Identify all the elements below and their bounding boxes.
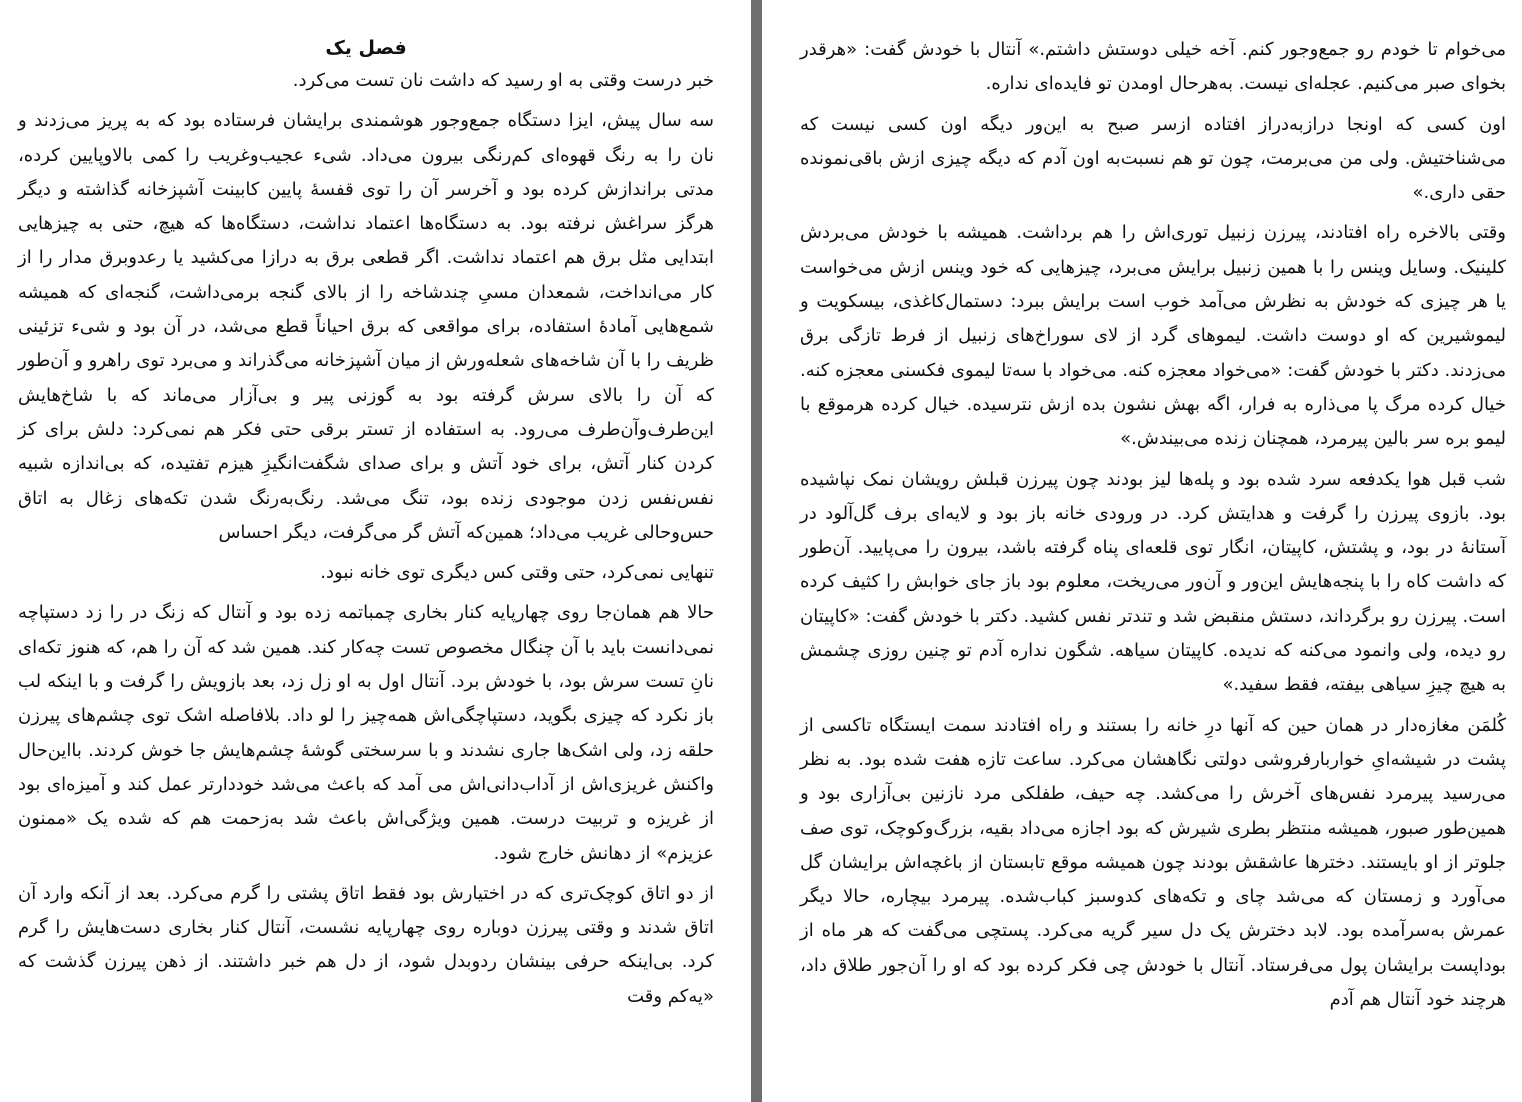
paragraph: اون کسی که اونجا درازبه‌دراز افتاده ازسر صبح به این‌ور دیگه اون کسی نیست که می‌شناختیش. ولی من می‌برمت، چون تو هم نسبت‌به اون آدم که دیگه چیزی ازش باقی‌نمونده حقی داری.» <box>800 113 1506 204</box>
right-page-text <box>800 33 1506 1023</box>
paragraph: می‌خوام تا خودم رو جمع‌وجور کنم. آخه خیلی دوستش داشتم.» آنتال با خودش گفت: «هرقدر بخوای صبر می‌کنیم. عجله‌ای نیست. به‌هرحال اومدن تو فایده‌ای نداره. <box>800 39 1506 95</box>
right-page <box>764 0 1522 1102</box>
chapter-title: فصل یک <box>325 37 407 59</box>
paragraph: تنهایی نمی‌کرد، حتی وقتی کس دیگری توی خانه نبود. <box>320 562 714 584</box>
paragraph: کُلمَن مغازه‌دار در همان حین که آنها درِ خانه را بستند و راه افتادند سمت ایستگاه تاکسی از پشت در شیشه‌ایِ خواربارفروشی دولتی نگاهشان می‌کرد. ساعت تازه هفت شده بود. به نظر می‌رسید پیرمرد نفس‌های آخرش را می‌کشد. چه حیف، طفلکی مرد نازنین بی‌آزاری بود و همین‌طور صبور، همیشه منتظر بطری شیرش که بود اجازه می‌داد بقیه، بزرگ‌وکوچک، توی صف جلوتر از او بایستند. دخترها عاشقش بودند چون همیشه موقع تابستان از باغچه‌اش برایشان گل می‌آورد و زمستان که می‌شد چای و تکه‌های کدوسبز کباب‌شده. پیرمرد بیچاره، حالا دیگر عمرش به‌سرآمده بود. لابد دخترش یک دل سیر گریه می‌کرد. پستچی می‌گفت که هر ماه از بوداپست برایشان پول می‌فرستاد. آنتال با خودش چی فکر کرده بود که او را آن‌جور طلاق داد، هرچند خود آنتال هم آدم <box>800 714 1506 1011</box>
left-page-text <box>18 64 714 1020</box>
paragraph: وقتی بالاخره راه افتادند، پیرزن زنبیل توری‌اش را هم برداشت. همیشه با خودش می‌بردش کلینیک. وسایل وینس را با همین زنبیل برایش می‌برد، چیزهایی که خود وینس ازش می‌خواست یا هر چیزی که خودش به نظرش می‌آمد خوب است برایش ببرد: دستمال‌کاغذی، بیسکویت و لیموشیرین که او دوست داشت. لیموهای گرد از لای سوراخ‌های زنبیل از فرط تازگی برق می‌زدند. دکتر با خودش گفت: «می‌خواد معجزه کنه. می‌خواد با سه‌تا لیموی فکسنی معجزه کنه. خیال کرده مرگ پا می‌ذاره به فرار، اگه بهش نشون بده ازش نترسیده. خیال کرده هرموقع با لیمو بره سر بالین پیرمرد، همچنان زنده می‌بیندش.» <box>800 222 1506 450</box>
paragraph: از دو اتاق کوچک‌تری که در اختیارش بود فقط اتاق پشتی را گرم می‌کرد. بعد از آنکه وارد آن اتاق شدند و وقتی پیرزن دوباره روی چهارپایه نشست، آنتال کنار بخاری دست‌هایش را گرم کرد. بی‌اینکه حرفی بینشان ردوبدل شود، از دل هم خبر داشتند. از ذهن پیرزن گذشت که «یه‌کم وقت <box>18 882 714 1007</box>
paragraph: خبر درست وقتی به او رسید که داشت نان تست می‌کرد. <box>292 70 714 91</box>
book-spine <box>751 0 762 1102</box>
paragraph: سه سال پیش، ایزا دستگاه جمع‌وجور هوشمندی برایشان فرستاده بود که به پریز می‌زدند و نان را به رنگ قهوه‌ای کم‌رنگی بیرون می‌داد. شیء عجیب‌وغریب را کمی بالاوپایین کرده، مدتی براندازش کرده بود و آخرسر آن را توی قفسهٔ پایین کابینت آشپزخانه گذاشته و دیگر هرگز سراغش نرفته بود. به دستگاه‌ها اعتماد نداشت، دستگاه‌ها که هیچ، حتی به چیزهایی ابتدایی مثل برق هم اعتماد نداشت. اگر قطعی برق به درازا می‌کشید یا رعدوبرق مدار را از کار می‌انداخت، شمعدان مسیِ چندشاخه را از بالای گنجه برمی‌داشت، گنجه‌ای که همیشه شمع‌هایی آمادهٔ استفاده، برای مواقعی که برق احیاناً قطع می‌شد، در آن بود و شیء تزئینی ظریف را با آن شاخه‌های شعله‌ورش از میان آشپزخانه می‌گذراند و می‌برد توی راهرو و آن‌طور که آن را بالای سرش گرفته بود به گوزنی پیر و بی‌آزار می‌ماند که با شاخ‌هایش این‌طرف‌وآن‌طرف می‌رود. به استفاده از تستر برقی حتی فکر هم نمی‌کرد: دلش برای کز کردن کنار آتش، برای خود آتش و برای صدای شگفت‌انگیزِ هیزم تفتیده، که بی‌اندازه شبیه نفس‌نفس زدن موجودی زنده بود، تنگ می‌شد. رنگ‌به‌رنگ شدن تکه‌های زغال به اتاق حس‌وحالی غریب می‌داد؛ همین‌که آتش گر می‌گرفت، دیگر احساس <box>17 110 714 543</box>
left-page <box>0 0 750 1102</box>
paragraph: حالا هم همان‌جا روی چهارپایه کنار بخاری چمباتمه زده بود و آنتال که زنگ در را زد دستپاچه نمی‌دانست باید با آن چنگال مخصوص تست چه‌کار کند. همین شد که آن را هم، که هنوز تکه‌ای نانِ تست سرش بود، با خودش برد. آنتال اول به او زل زد، بعد بازویش را گرفت و با اینکه لب باز نکرد که چیزی بگوید، دستپاچگی‌اش همه‌چیز را لو داد. بلافاصله اشک توی چشم‌های پیرزن حلقه زد، ولی اشک‌ها جاری نشدند و با سرسختی گوشهٔ چشم‌هایش جا خوش کردند. بااین‌حال واکنش غریزی‌اش از آداب‌دانی‌اش می آمد که باعث می‌شد خوددارتر عمل کند و آمیزه‌ای بود از غریزه و تربیت درست. همین ویژگی‌اش باعث شد به‌زحمت هم که شده یک «ممنون عزیزم» از دهانش خارج شود. <box>18 602 714 864</box>
paragraph: شب قبل هوا یکدفعه سرد شده بود و پله‌ها لیز بودند چون پیرزن قبلش رویشان نمک نپاشیده بود. بازوی پیرزن را گرفت و هدایتش کرد. در ورودی خانه باز بود و لایه‌ای برف گل‌آلود در آستانهٔ در بود، و پشتش، کاپیتان، انگار توی قلعه‌ای پناه گرفته باشد، بیرون را می‌پایید. آن‌طور که داشت کاه را با پنجه‌هایش این‌ور و آن‌ور می‌ریخت، معلوم بود باز جای خوابش را کثیف کرده است. پیرزن رو برگرداند، دستش منقبض شد و تندتر نفس کشید. دکتر با خودش گفت: «کاپیتان رو دیده، ولی وانمود می‌کنه که ندیده. کاپیتان سیاهه. شگون نداره آدم تو چنین روزی چشمش به هیچ چیزِ سیاهی بیفته، فقط سفید.» <box>800 468 1506 696</box>
